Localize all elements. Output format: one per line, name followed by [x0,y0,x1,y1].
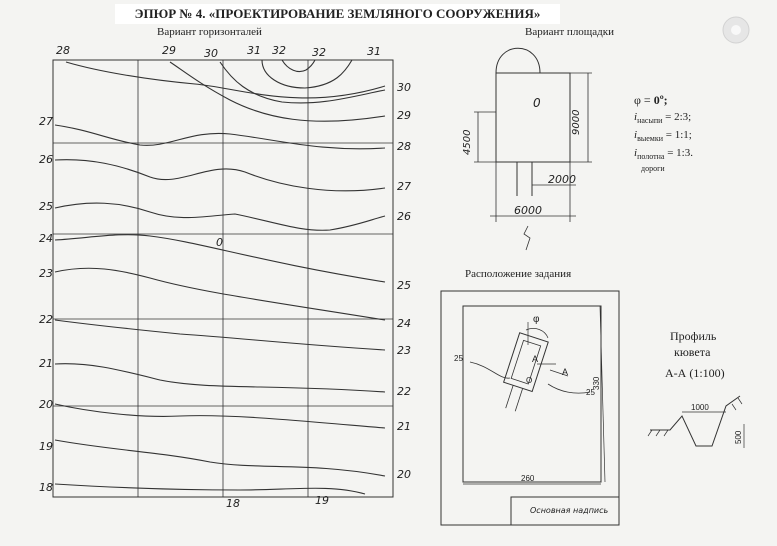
left-label: 18 [39,481,53,494]
left-label: 25 [39,200,53,213]
right-label: 22 [397,385,411,398]
scan-corner-icon [723,17,749,43]
contour-map [53,60,393,497]
right-label: 28 [397,140,411,153]
right-label: 21 [397,420,411,433]
right-label: 20 [397,468,411,481]
bottom-label: 18 [226,497,240,510]
dim-6000: 6000 [514,204,542,217]
bottom-label: 19 [315,494,329,507]
task-layout-drawing [441,291,619,525]
dim-500: 500 [734,430,743,444]
slope-road-sub2: дороги [641,164,665,173]
right-label: 26 [397,210,411,223]
section-a-left: A [532,354,539,364]
left-label: 24 [39,232,53,245]
dim-2000: 2000 [548,173,576,186]
dim-4500: 4500 [462,129,473,155]
top-label: 30 [204,47,218,60]
layout-heading: Расположение задания [465,268,572,280]
sheet-inner-frame [463,306,601,482]
site-origin-label: 0 [533,96,541,110]
right-label: 29 [397,109,411,122]
contour-lines [55,60,385,494]
left-label: 22 [39,313,53,326]
mini-phi: φ [533,314,540,325]
dim-260: 260 [521,474,535,483]
page-title: ЭПЮР № 4. «ПРОЕКТИРОВАНИЕ ЗЕМЛЯНОГО СООРУЖЕНИЯ» [115,4,560,24]
right-label: 30 [397,81,411,94]
site-heading: Вариант площадки [525,26,614,38]
dim-25-right: 25 [586,388,595,397]
sheet-outer-frame [441,291,619,525]
dim-1000: 1000 [691,403,709,412]
profile-section: А-А (1:100) [665,366,725,380]
right-label: 25 [397,279,411,292]
section-a-right: A [562,367,569,377]
phi-angle: φ = 0º; [634,93,668,107]
profile-heading-2: кювета [674,345,711,359]
left-label: 23 [39,267,53,280]
top-label: 32 [312,46,326,59]
profile-heading-1: Профиль [670,329,717,343]
top-label: 31 [247,44,261,57]
slope-fill: $i_{насыпи}$ = 2:3; [634,111,692,126]
left-label: 20 [39,398,53,411]
left-label: 19 [39,440,53,453]
contour-heading: Вариант горизонталей [157,26,262,38]
slope-cut: $i_{выемки}$ = 1:1; [634,129,692,144]
top-label: 31 [367,45,381,58]
dim-9000: 9000 [571,109,582,135]
top-label: 28 [56,44,70,57]
slope-road: $i_{полотна}$ = 1:3. [634,147,693,162]
dim-330: 330 [592,376,601,390]
dim-25-left: 25 [454,354,463,363]
site-variant-drawing [474,48,592,250]
top-label: 29 [162,44,176,57]
stamp-label: Основная надпись [530,506,609,515]
mini-origin: O [526,376,533,385]
top-label: 32 [272,44,286,57]
right-label: 24 [397,317,411,330]
left-label: 21 [39,357,53,370]
contour-origin-label: 0 [216,236,223,249]
left-label: 26 [39,153,53,166]
right-label: 23 [397,344,411,357]
left-label: 27 [39,115,53,128]
right-label: 27 [397,180,411,193]
